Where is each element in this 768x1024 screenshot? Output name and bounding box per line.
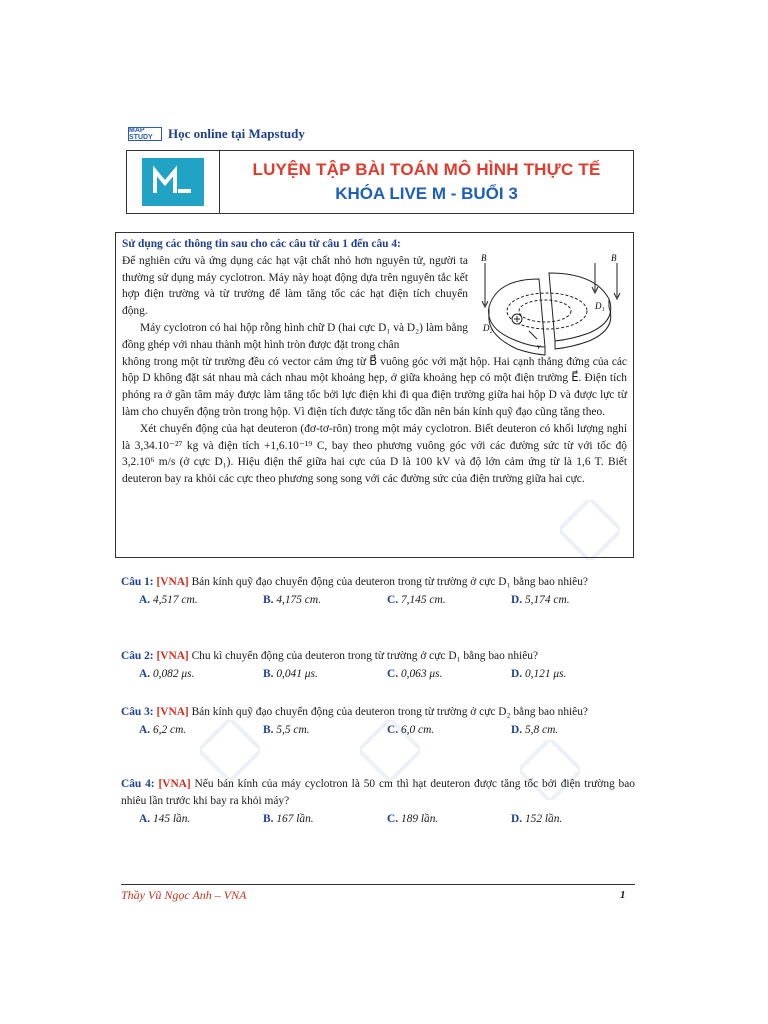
label-b-right: B <box>611 253 617 263</box>
question-2 <box>121 648 635 683</box>
footer-author: Thầy Vũ Ngọc Anh – VNA <box>121 888 247 902</box>
question-text: Bán kính quỹ đạo chuyển động của deuteron trong từ trường ở cực D₂ bằng bao nhiêu? <box>191 706 588 718</box>
info-paragraph: Để nghiên cứu và ứng dụng các hạt vật chất nhỏ hơn nguyên tử, người ta thường sử dụng máy cyclotron. Máy này hoạt động dựa trên nguyên tắc kết hợp điện trường và từ trường để làm tăng tốc các hạt điện tích chuyển động. <box>122 254 468 318</box>
info-paragraph: không trong một từ trường đều có vector cảm ứng từ B⃗ vuông góc với mặt hộp. Hai cạnh thẳng đứng của các hộp D không đặt sát nhau mà cách nhau một khoảng hẹp, ở giữa khoảng hẹp có một điện trường E⃗. Điện tích phóng ra ở gần tâm máy được làm tăng tốc bởi lực điện khi đi qua điện trường giữa hai hộp D và được lực từ làm cho chuyển động tròn trong hộp. Vì điện tích được tăng tốc dần nên bán kính quỹ đạo cũng tăng theo. <box>122 355 627 418</box>
answer-row <box>121 722 635 739</box>
label-d2: D₂ <box>483 323 493 333</box>
header-text: Học online tại Mapstudy <box>168 126 305 141</box>
question-tag: [VNA] <box>156 706 189 718</box>
logo-cell <box>127 151 220 213</box>
label-b-left: B <box>481 253 487 263</box>
info-heading: Sử dụng các thông tin sau cho các câu từ câu 1 đến câu 4: <box>122 238 401 250</box>
question-text: Chu kì chuyển động của deuteron trong từ trường ở cực D₁ bằng bao nhiêu? <box>191 650 539 662</box>
question-text: Nếu bán kính của máy cyclotron là 50 cm thì hạt deuteron được tăng tốc bởi điện trường bao nhiêu lần trước khi bay ra khỏi máy? <box>121 778 635 807</box>
title-box <box>126 150 634 214</box>
question-text: Bán kính quỹ đạo chuyển động của deuteron trong từ trường ở cực D₁ bằng bao nhiêu? <box>191 576 588 588</box>
answer-d[interactable]: D. 5,8 cm. <box>511 724 559 736</box>
answer-a[interactable]: A. 4,517 cm. <box>139 594 198 606</box>
label-v: v <box>537 342 541 351</box>
info-box <box>115 232 634 558</box>
page-title: LUYỆN TẬP BÀI TOÁN MÔ HÌNH THỰC TẾ <box>252 160 601 179</box>
answer-b[interactable]: B. 0,041 μs. <box>263 668 318 680</box>
answer-b[interactable]: B. 167 lần. <box>263 813 314 825</box>
page-number: 1 <box>620 889 626 901</box>
question-4 <box>121 776 635 828</box>
answer-c[interactable]: C. 0,063 μs. <box>387 668 443 680</box>
question-label: Câu 2: <box>121 650 154 662</box>
cyclotron-diagram <box>477 249 627 363</box>
answer-c[interactable]: C. 189 lần. <box>387 813 439 825</box>
answer-d[interactable]: D. 0,121 μs. <box>511 668 567 680</box>
mapstudy-logo: MAP STUDY <box>128 127 162 141</box>
answer-a[interactable]: A. 0,082 μs. <box>139 668 195 680</box>
answer-a[interactable]: A. 6,2 cm. <box>139 724 187 736</box>
question-label: Câu 1: <box>121 576 154 588</box>
info-paragraph: Máy cyclotron có hai hộp rỗng hình chữ D (hai cực D₁ và D₂) làm bằng đồng ghép với nhau thành một hình tròn được đặt trong chân <box>122 321 468 351</box>
answer-row <box>121 592 635 609</box>
page-subtitle: KHÓA LIVE M - BUỔI 3 <box>335 184 518 203</box>
title-cell <box>220 151 633 213</box>
question-label: Câu 3: <box>121 706 154 718</box>
m-logo-icon <box>142 158 204 206</box>
page-header <box>128 126 305 142</box>
answer-c[interactable]: C. 6,0 cm. <box>387 724 435 736</box>
answer-row <box>121 811 635 828</box>
answer-d[interactable]: D. 5,174 cm. <box>511 594 570 606</box>
question-label: Câu 4: <box>121 778 155 790</box>
answer-d[interactable]: D. 152 lần. <box>511 813 563 825</box>
answer-c[interactable]: C. 7,145 cm. <box>387 594 446 606</box>
question-tag: [VNA] <box>158 778 191 790</box>
question-tag: [VNA] <box>156 576 189 588</box>
answer-row <box>121 666 635 683</box>
label-d1: D₁ <box>595 301 605 311</box>
footer-divider <box>121 884 635 885</box>
question-tag: [VNA] <box>156 650 189 662</box>
question-1 <box>121 574 635 609</box>
question-3 <box>121 704 635 739</box>
answer-a[interactable]: A. 145 lần. <box>139 813 191 825</box>
answer-b[interactable]: B. 5,5 cm. <box>263 724 310 736</box>
answer-b[interactable]: B. 4,175 cm. <box>263 594 321 606</box>
info-paragraph: Xét chuyển động của hạt deuteron (đơ-tơ-rôn) trong một máy cyclotron. Biết deuteron có khối lượng nghỉ là 3,34.10⁻²⁷ kg và điện tích +1,6.10⁻¹⁹ C, bay theo phương vuông góc với các đường sức từ với tốc độ 3,2.10⁶ m/s (ở cực D₁). Hiệu điện thế giữa hai cực của D là 100 kV và độ lớn cảm ứng từ là 1,6 T. Biết deuteron bay ra khỏi các cực theo phương song song với các đường sức của điện trường giữa hai cực. <box>122 422 627 486</box>
